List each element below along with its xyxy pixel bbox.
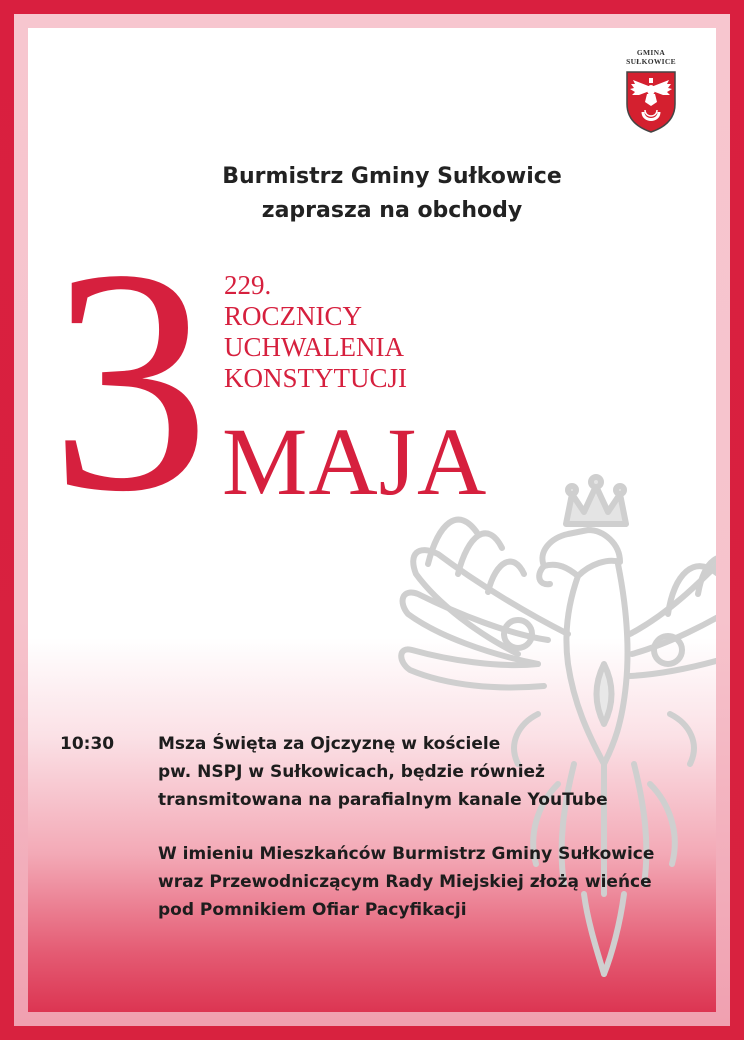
arms-caption-line2: SUŁKOWICE xyxy=(626,57,676,66)
anniversary-line2: ROCZNICY xyxy=(224,301,363,331)
anniversary-text xyxy=(224,270,407,394)
arms-caption-line1: GMINA xyxy=(636,48,666,57)
month-name: MAJA xyxy=(222,408,488,515)
program-item xyxy=(60,730,716,814)
program-description xyxy=(158,730,716,814)
program-line: transmitowana na parafialnym kanale YouTube xyxy=(158,790,608,810)
program-line: wraz Przewodniczącym Rady Miejskiej złożą wieńce xyxy=(158,872,652,892)
host-line1: Burmistrz Gminy Sułkowice xyxy=(222,164,562,189)
day-number: 3 xyxy=(50,204,210,558)
program-line: pw. NSPJ w Sułkowicach, będzie również xyxy=(158,762,545,782)
coat-of-arms-icon xyxy=(625,70,677,134)
program-line: Msza Święta za Ojczyznę w kościele xyxy=(158,734,501,754)
anniversary-line4: KONSTYTUCJI xyxy=(224,363,408,393)
host-line2: zaprasza na obchody xyxy=(261,198,523,223)
program-time: 10:30 xyxy=(60,734,115,754)
municipality-coat-of-arms xyxy=(620,48,682,168)
program-description xyxy=(158,840,716,924)
anniversary-line3: UCHWALENIA xyxy=(224,332,404,362)
event-program xyxy=(60,730,716,924)
program-line: pod Pomnikiem Ofiar Pacyfikacji xyxy=(158,900,467,920)
anniversary-line1: 229. xyxy=(224,270,272,300)
program-line: W imieniu Mieszkańców Burmistrz Gminy Sułkowice xyxy=(158,844,655,864)
program-item xyxy=(60,840,716,924)
poster-sheet xyxy=(28,28,716,1012)
